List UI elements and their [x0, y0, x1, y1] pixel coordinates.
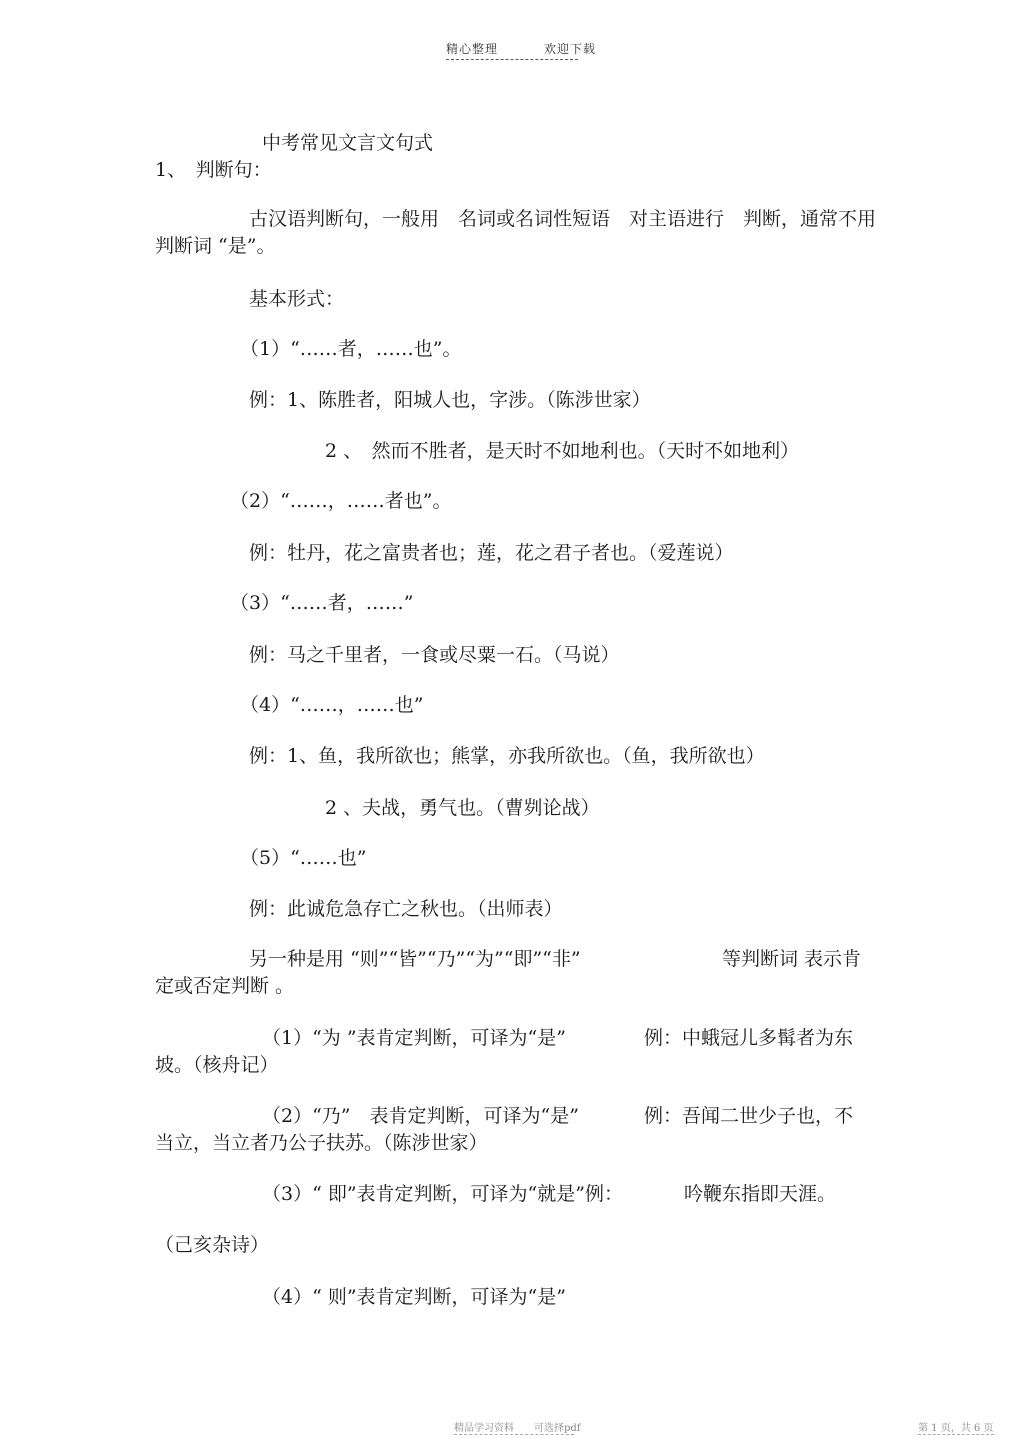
footer-left-divider [454, 1434, 574, 1435]
header-divider [446, 59, 578, 60]
word-2-line-2: 当立，当立者乃公子扶苏。（陈涉世家） [155, 1132, 488, 1154]
form-1-example-2: 2 、 然而不胜者，是天时不如地利也。（天时不如地利） [325, 440, 800, 462]
other-line-1-right: 等判断词 表示肯 [722, 948, 862, 970]
form-5-example: 例：此诚危急存亡之秋也。（出师表） [249, 898, 563, 920]
header-left-text: 精心整理 [446, 42, 499, 56]
basic-forms-heading: 基本形式： [249, 288, 345, 310]
header-right-text: 欢迎下载 [544, 42, 597, 56]
footer-page-number: 第 1 页，共 6 页 [918, 1423, 994, 1434]
intro-line-1: 古汉语判断句，一般用 名词或名词性短语 对主语进行 判断，通常不用 [249, 208, 877, 230]
word-1-line-1-right: 例：中蛾冠儿多髯者为东 [644, 1027, 854, 1049]
form-4-label: （4）“……，……也” [240, 694, 424, 716]
word-3-line-1-left: （3）“ 即”表肯定判断，可译为“就是”例： [262, 1183, 623, 1205]
word-1-line-2: 坡。（核舟记） [155, 1054, 279, 1076]
page-header [446, 40, 596, 57]
word-2-line-1-left: （2）“乃” 表肯定判断，可译为“是” [262, 1105, 579, 1127]
word-3-line-2: （己亥杂诗） [155, 1234, 270, 1256]
word-2-line-1-right: 例：吾闻二世少子也，不 [644, 1105, 854, 1127]
form-2-label: （2）“……，……者也”。 [230, 490, 452, 512]
intro-line-2: 判断词 “是”。 [155, 235, 276, 257]
other-line-1-left: 另一种是用 “则”“皆”“乃”“为”“即”“非” [249, 948, 581, 970]
section-heading: 1、 判断句： [155, 159, 272, 181]
form-1-label: （1）“……者，……也”。 [240, 338, 462, 360]
form-3-label: （3）“……者，……” [230, 592, 414, 614]
footer-left-text: 精品学习资料 可选择pdf [454, 1423, 581, 1434]
word-3-line-1-right: 吟鞭东指即天涯。 [684, 1183, 837, 1205]
word-1-line-1-left: （1）“为 ”表肯定判断，可译为“是” [262, 1027, 566, 1049]
form-4-example-2: 2 、夫战，勇气也。（曹刿论战） [325, 797, 600, 819]
form-2-example: 例：牡丹，花之富贵者也；莲，花之君子者也。（爱莲说） [249, 542, 734, 564]
form-4-example-1: 例：1、鱼，我所欲也；熊掌，亦我所欲也。（鱼，我所欲也） [249, 745, 765, 767]
form-1-example-1: 例：1、陈胜者，阳城人也，字涉。（陈涉世家） [249, 389, 651, 411]
other-line-2: 定或否定判断 。 [155, 975, 295, 997]
word-4-line-1: （4）“ 则”表肯定判断，可译为“是” [262, 1286, 566, 1308]
form-3-example: 例：马之千里者，一食或尽粟一石。（马说） [249, 644, 620, 666]
document-title: 中考常见文言文句式 [262, 132, 434, 154]
footer-right-divider [918, 1434, 994, 1435]
form-5-label: （5）“……也” [240, 847, 367, 869]
